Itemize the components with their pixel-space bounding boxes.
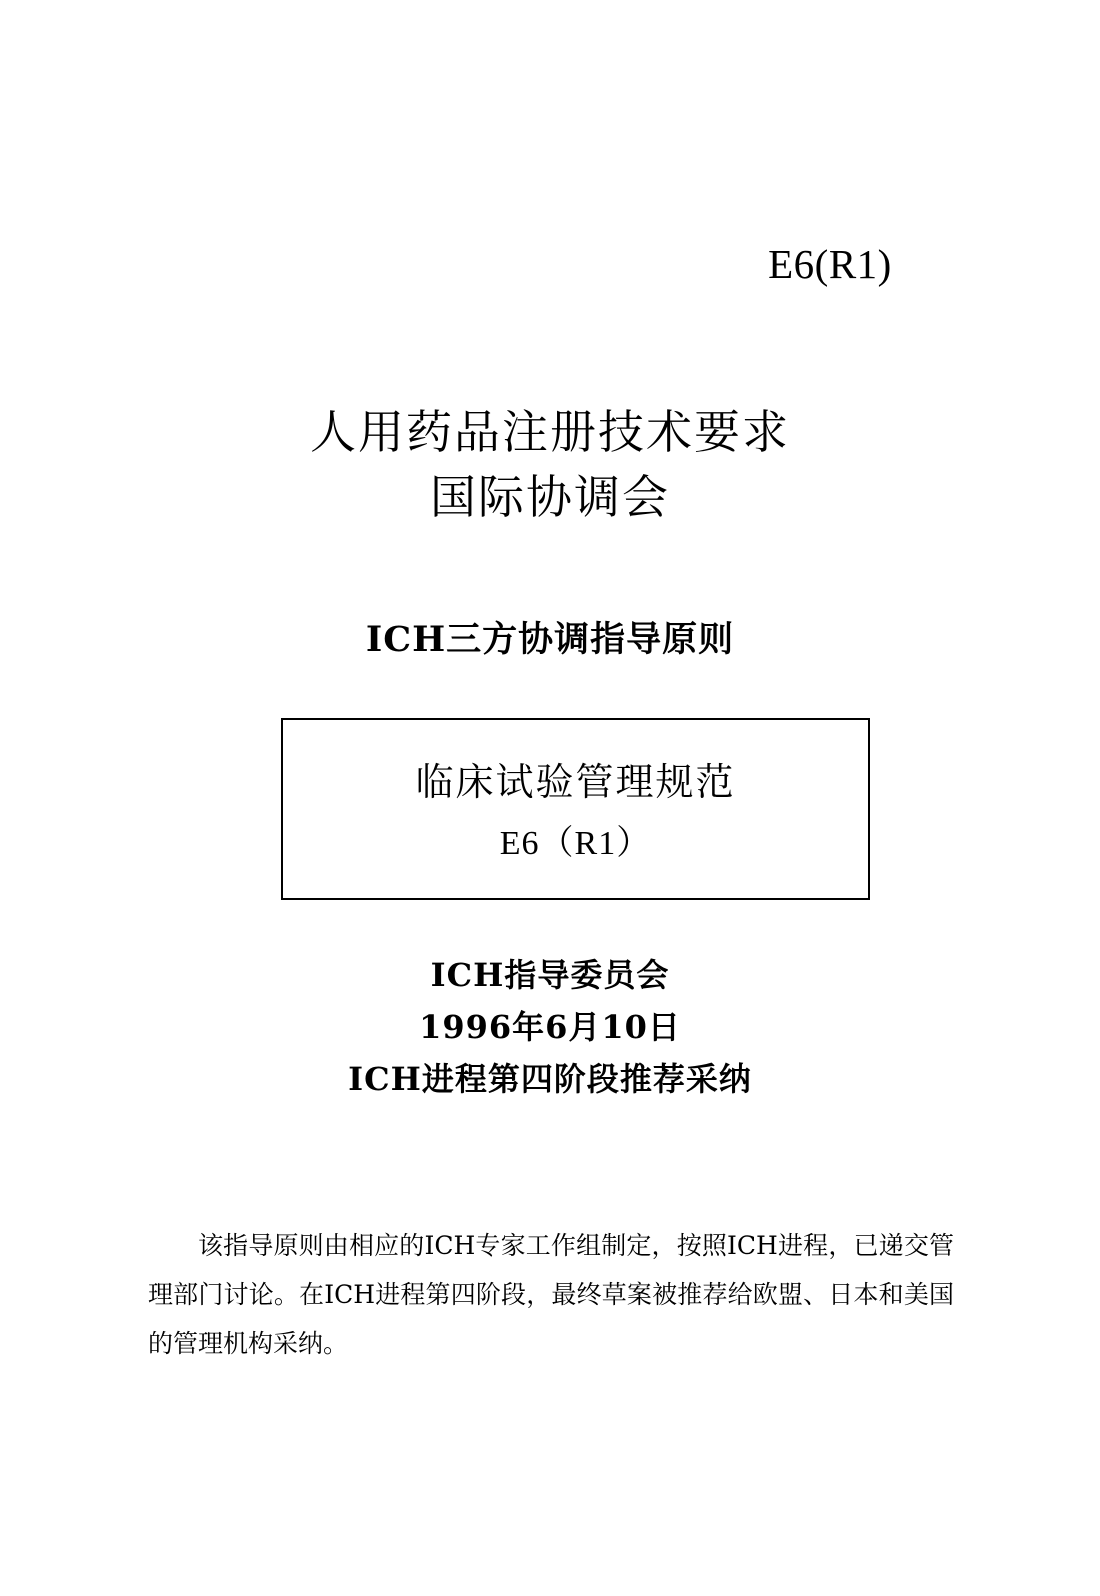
approval-committee: ICH指导委员会 <box>430 956 670 994</box>
organization-title <box>0 400 1100 531</box>
note-paragraph: 该指导原则由相应的ICH专家工作组制定，按照ICH进程，已递交管理部门讨论。在ICH进程第四阶段，最终草案被推荐给欧盟、日本和美国的管理机构采纳。 <box>148 1231 954 1358</box>
organization-title-line-1: 人用药品注册技术要求 <box>310 405 790 459</box>
document-code: E6(R1) <box>768 241 892 287</box>
title-box <box>281 718 870 900</box>
approval-stage: ICH进程第四阶段推荐采纳 <box>348 1059 752 1098</box>
document-title-code: E6（R1） <box>499 825 652 862</box>
guideline-kind-heading: ICH三方协调指导原则 <box>365 619 735 660</box>
organization-title-line-2: 国际协调会 <box>430 470 670 525</box>
approval-date: 1996年6月10日 <box>419 1007 681 1046</box>
document-title: 临床试验管理规范 <box>415 760 736 804</box>
approval-block <box>0 950 1100 1105</box>
